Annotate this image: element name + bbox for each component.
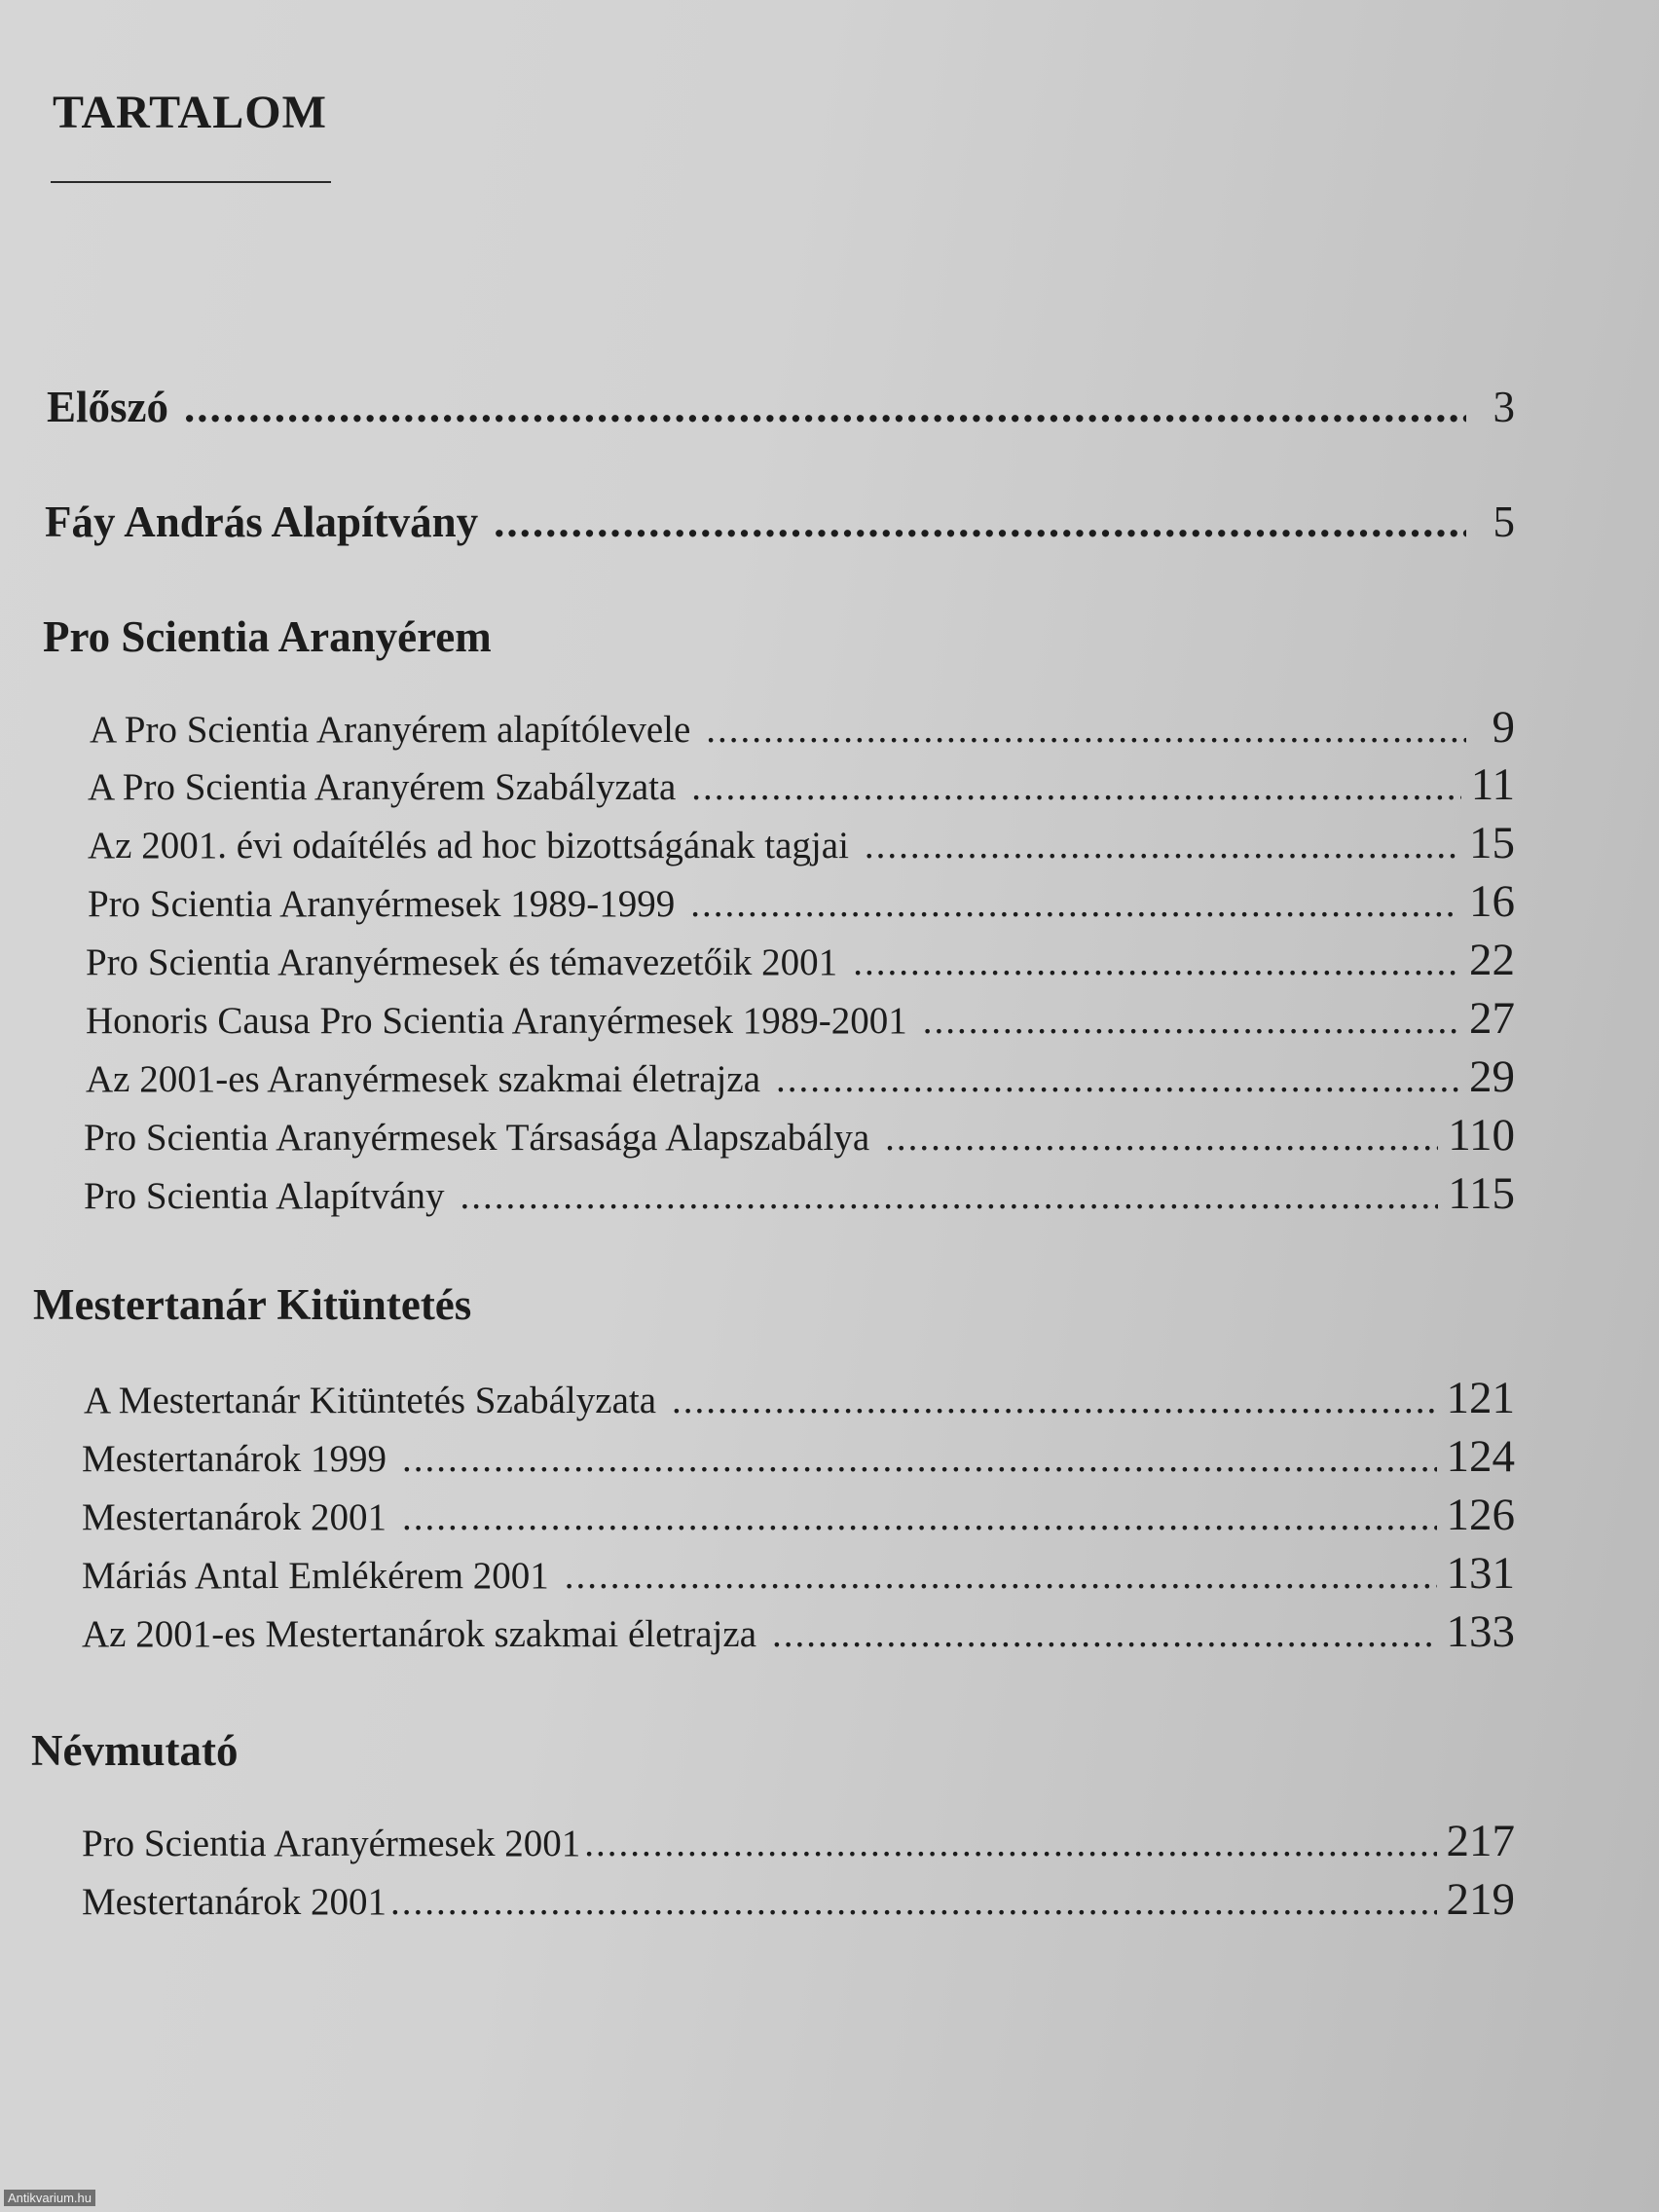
dot-leader <box>184 382 1466 432</box>
dot-leader <box>885 1116 1438 1160</box>
toc-entry[interactable] <box>84 1109 1515 1161</box>
toc-entry-label: Pro Scientia Aranyérmesek 1989-1999 <box>88 883 676 925</box>
toc-entry[interactable] <box>82 1547 1515 1600</box>
toc-entry-page: 131 <box>1446 1548 1515 1599</box>
toc-entry-page: 29 <box>1469 1051 1515 1102</box>
toc-entry-fay[interactable] <box>45 497 1515 547</box>
toc-entry-page: 9 <box>1492 702 1515 753</box>
toc-entry[interactable] <box>82 1430 1515 1483</box>
toc-entry-label: Előszó <box>47 383 169 431</box>
dot-leader <box>672 1379 1436 1422</box>
toc-entry-page: 16 <box>1469 876 1515 927</box>
toc-entry[interactable] <box>86 934 1515 986</box>
toc-entry-label: Az 2001-es Mestertanárok szakmai életrajza <box>82 1613 757 1655</box>
toc-entry[interactable] <box>82 1489 1515 1541</box>
toc-entry[interactable] <box>84 1167 1515 1220</box>
toc-entry-label: Honoris Causa Pro Scientia Aranyérmesek 1989-2001 <box>86 1000 907 1042</box>
toc-entry[interactable] <box>82 1873 1515 1926</box>
toc-entry[interactable] <box>82 1815 1515 1867</box>
dot-leader <box>691 765 1460 809</box>
toc-entry-label: Mestertanárok 2001 <box>82 1881 387 1923</box>
toc-entry-page: 133 <box>1446 1606 1515 1657</box>
dot-leader <box>565 1554 1437 1598</box>
dot-leader <box>690 882 1459 926</box>
toc-entry-page: 15 <box>1469 818 1515 868</box>
toc-entry-label: A Mestertanár Kitüntetés Szabályzata <box>84 1380 657 1421</box>
dot-leader <box>460 1174 1438 1218</box>
toc-entry-page: 115 <box>1448 1168 1515 1219</box>
dot-leader <box>402 1495 1437 1539</box>
toc-entry-eloszo[interactable] <box>47 382 1515 432</box>
toc-entry-label: Pro Scientia Alapítvány <box>84 1175 445 1217</box>
dot-leader <box>772 1612 1436 1656</box>
toc-entry-label: Máriás Antal Emlékérem 2001 <box>82 1555 549 1597</box>
toc-entry-label: Az 2001-es Aranyérmesek szakmai életrajza <box>86 1058 761 1100</box>
watermark: Antikvarium.hu <box>4 2190 95 2206</box>
dot-leader <box>402 1437 1437 1481</box>
toc-entry-label: Mestertanárok 1999 <box>82 1438 387 1480</box>
toc-entry-page: 22 <box>1469 935 1515 985</box>
page-title: TARTALOM <box>53 87 327 138</box>
dot-leader <box>584 1822 1436 1865</box>
dot-leader <box>923 999 1459 1043</box>
toc-entry-label: Az 2001. évi odaítélés ad hoc bizottságának tagjai <box>88 825 849 866</box>
toc-entry-page: 217 <box>1446 1816 1515 1866</box>
toc-entry-label: Pro Scientia Aranyérmesek 2001 <box>82 1823 581 1864</box>
toc-entry-label: A Pro Scientia Aranyérem Szabályzata <box>88 766 677 808</box>
toc-entry-page: 126 <box>1446 1490 1515 1540</box>
toc-entry[interactable] <box>88 875 1515 928</box>
toc-entry-label: Pro Scientia Aranyérmesek és témavezetőik 2001 <box>86 941 838 983</box>
toc-entry-page: 27 <box>1469 993 1515 1044</box>
toc-entry[interactable] <box>82 1605 1515 1658</box>
toc-entry[interactable] <box>86 1051 1515 1103</box>
section-heading-pro-scientia: Pro Scientia Aranyérem <box>43 612 492 661</box>
dot-leader <box>390 1880 1437 1924</box>
dot-leader <box>865 824 1459 867</box>
toc-entry-page: 124 <box>1446 1431 1515 1482</box>
toc-entry-page: 5 <box>1493 498 1515 546</box>
toc-entry[interactable] <box>84 1372 1515 1424</box>
toc-entry-page: 11 <box>1470 759 1515 810</box>
title-underline <box>51 181 331 183</box>
dot-leader <box>494 497 1466 547</box>
toc-entry-label: Fáy András Alapítvány <box>45 498 479 546</box>
toc-entry-label: Mestertanárok 2001 <box>82 1496 387 1538</box>
dot-leader <box>853 940 1459 984</box>
dot-leader <box>776 1057 1459 1101</box>
toc-entry-page: 110 <box>1448 1110 1515 1161</box>
toc-entry-label: A Pro Scientia Aranyérem alapítólevele <box>90 709 691 751</box>
toc-entry-page: 3 <box>1493 383 1515 431</box>
section-heading-nevmutato: Névmutató <box>31 1726 239 1775</box>
toc-entry[interactable] <box>88 817 1515 869</box>
toc-entry-page: 121 <box>1446 1373 1515 1423</box>
toc-entry-label: Pro Scientia Aranyérmesek Társasága Alapszabálya <box>84 1117 870 1159</box>
section-heading-mestertanar: Mestertanár Kitüntetés <box>33 1280 472 1329</box>
toc-entry-page: 219 <box>1446 1874 1515 1925</box>
toc-entry[interactable] <box>86 992 1515 1045</box>
toc-entry[interactable] <box>88 758 1515 811</box>
dot-leader <box>706 708 1466 752</box>
toc-entry[interactable] <box>90 701 1515 754</box>
